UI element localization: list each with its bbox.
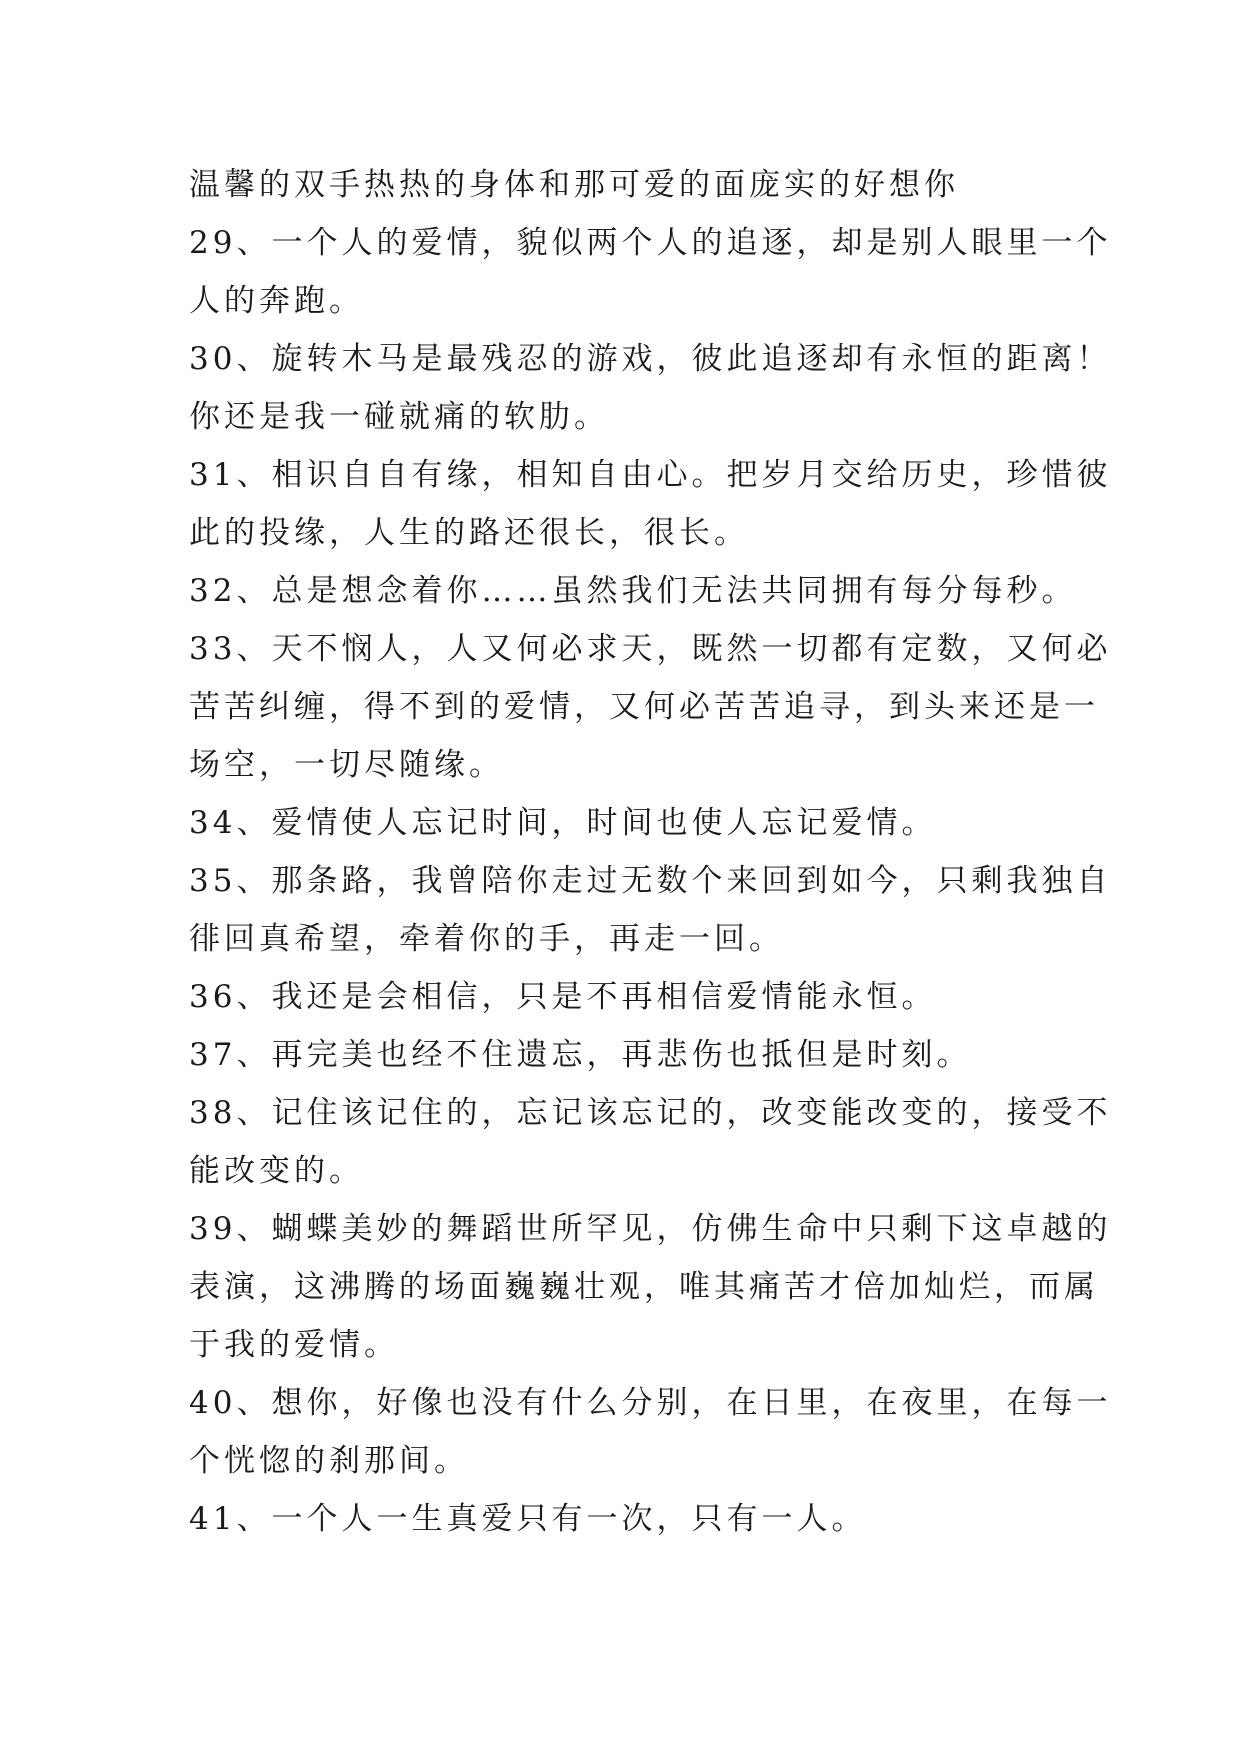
text-line: 29、一个人的爱情，貌似两个人的追逐，却是别人眼里一个	[189, 225, 1112, 261]
quote-33	[189, 620, 1112, 794]
quote-34	[189, 794, 1069, 852]
text-line: 35、那条路，我曾陪你走过无数个来回到如今，只剩我独自	[189, 863, 1112, 899]
text-line: 30、旋转木马是最残忍的游戏，彼此追逐却有永恒的距离！	[189, 341, 1112, 377]
paragraph	[189, 156, 1069, 214]
quote-29	[189, 214, 1112, 330]
text-line: 能改变的。	[189, 1153, 364, 1189]
quote-39	[189, 1200, 1112, 1374]
text-line: 你还是我一碰就痛的软肋。	[189, 399, 609, 435]
text-line: 40、想你，好像也没有什么分别，在日里，在夜里，在每一	[189, 1385, 1112, 1421]
quote-36	[189, 968, 1069, 1026]
text-line: 31、相识自自有缘，相知自由心。把岁月交给历史，珍惜彼	[189, 457, 1112, 493]
quote-32	[189, 562, 1077, 620]
text-line: 徘回真希望，牵着你的手，再走一回。	[189, 921, 784, 957]
text-line: 34、爱情使人忘记时间，时间也使人忘记爱情。	[189, 805, 937, 841]
text-line: 表演，这沸腾的场面巍巍壮观，唯其痛苦才倍加灿烂，而属	[189, 1269, 1099, 1305]
text-line: 苦苦纠缠，得不到的爱情，又何必苦苦追寻，到头来还是一	[189, 689, 1099, 725]
text-line: 33、天不悯人，人又何必求天，既然一切都有定数，又何必	[189, 631, 1112, 667]
text-line: 41、一个人一生真爱只有一次，只有一人。	[189, 1501, 867, 1537]
text-line: 场空，一切尽随缘。	[189, 747, 504, 783]
quote-37	[189, 1026, 1069, 1084]
text-line: 于我的爱情。	[189, 1327, 399, 1363]
text-line: 人的奔跑。	[189, 283, 364, 319]
text-line: 此的投缘，人生的路还很长，很长。	[189, 515, 749, 551]
text-line: 32、总是想念着你……虽然我们无法共同拥有每分每秒。	[189, 573, 1077, 609]
text-line: 37、再完美也经不住遗忘，再悲伤也抵但是时刻。	[189, 1037, 972, 1073]
quote-30	[189, 330, 1112, 446]
text-line: 个恍惚的刹那间。	[189, 1443, 469, 1479]
document-body	[189, 156, 1112, 1548]
quote-31	[189, 446, 1112, 562]
quote-38	[189, 1084, 1112, 1200]
text-line: 39、蝴蝶美妙的舞蹈世所罕见，仿佛生命中只剩下这卓越的	[189, 1211, 1112, 1247]
text-line: 38、记住该记住的，忘记该忘记的，改变能改变的，接受不	[189, 1095, 1112, 1131]
text-line: 36、我还是会相信，只是不再相信爱情能永恒。	[189, 979, 937, 1015]
text-line: 温馨的双手热热的身体和那可爱的面庞实的好想你	[189, 167, 959, 203]
quote-35	[189, 852, 1112, 968]
quote-41	[189, 1490, 1069, 1548]
quote-40	[189, 1374, 1112, 1490]
